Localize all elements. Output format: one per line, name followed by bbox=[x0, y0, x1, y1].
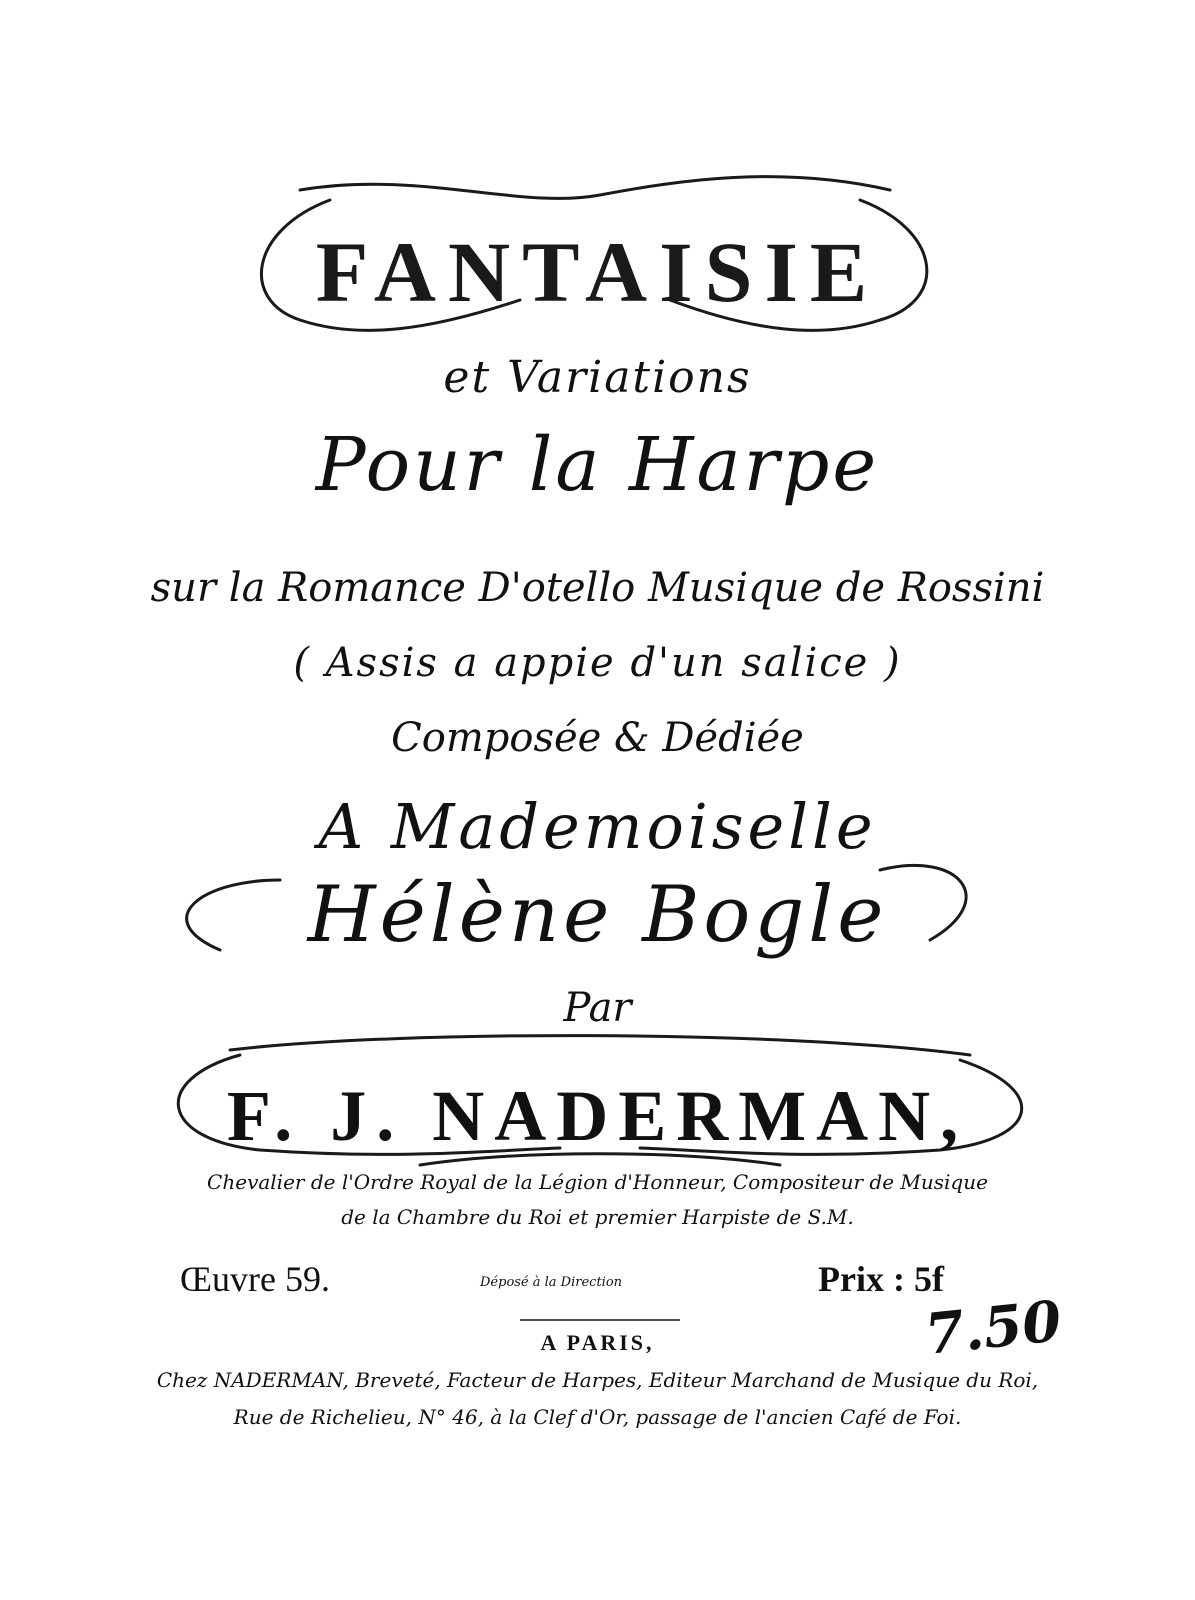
subtitle-instrument: Pour la Harpe bbox=[315, 422, 880, 508]
subtitle-aria: ( Assis a appie d'un salice ) bbox=[293, 640, 902, 686]
composer-name: F. J. NADERMAN, bbox=[226, 1076, 969, 1156]
subtitle-composed: Composée & Dédiée bbox=[391, 715, 804, 761]
publisher-line-1: Chez NADERMAN, Breveté, Facteur de Harpes, Editeur Marchand de Musique du Roi, bbox=[156, 1368, 1039, 1392]
composer-credentials-1: Chevalier de l'Ordre Royal de la Légion d'Honneur, Compositeur de Musique bbox=[207, 1170, 988, 1194]
subtitle-romance: sur la Romance D'otello Musique de Rossini bbox=[150, 565, 1045, 611]
deposit-note: Déposé à la Direction bbox=[480, 1275, 623, 1290]
dedication-name: Hélène Bogle bbox=[307, 870, 888, 960]
publisher-city: A PARIS, bbox=[540, 1330, 655, 1355]
opus-number: Œuvre 59. bbox=[180, 1259, 330, 1299]
by-label: Par bbox=[563, 985, 632, 1031]
publisher-line-2: Rue de Richelieu, N° 46, à la Clef d'Or, passage de l'ancien Café de Foi. bbox=[233, 1405, 962, 1429]
subtitle-variations: et Variations bbox=[443, 352, 752, 403]
handwritten-price: 7.50 bbox=[921, 1288, 1065, 1368]
price: Prix : 5f bbox=[818, 1259, 944, 1299]
flourish-title-top bbox=[300, 177, 890, 199]
flourish-composer-top bbox=[230, 1036, 970, 1055]
page-title: FANTAISIE bbox=[315, 224, 880, 320]
composer-credentials-2: de la Chambre du Roi et premier Harpiste de S.M. bbox=[341, 1205, 854, 1229]
dedication-line-1: A Mademoiselle bbox=[318, 790, 877, 863]
